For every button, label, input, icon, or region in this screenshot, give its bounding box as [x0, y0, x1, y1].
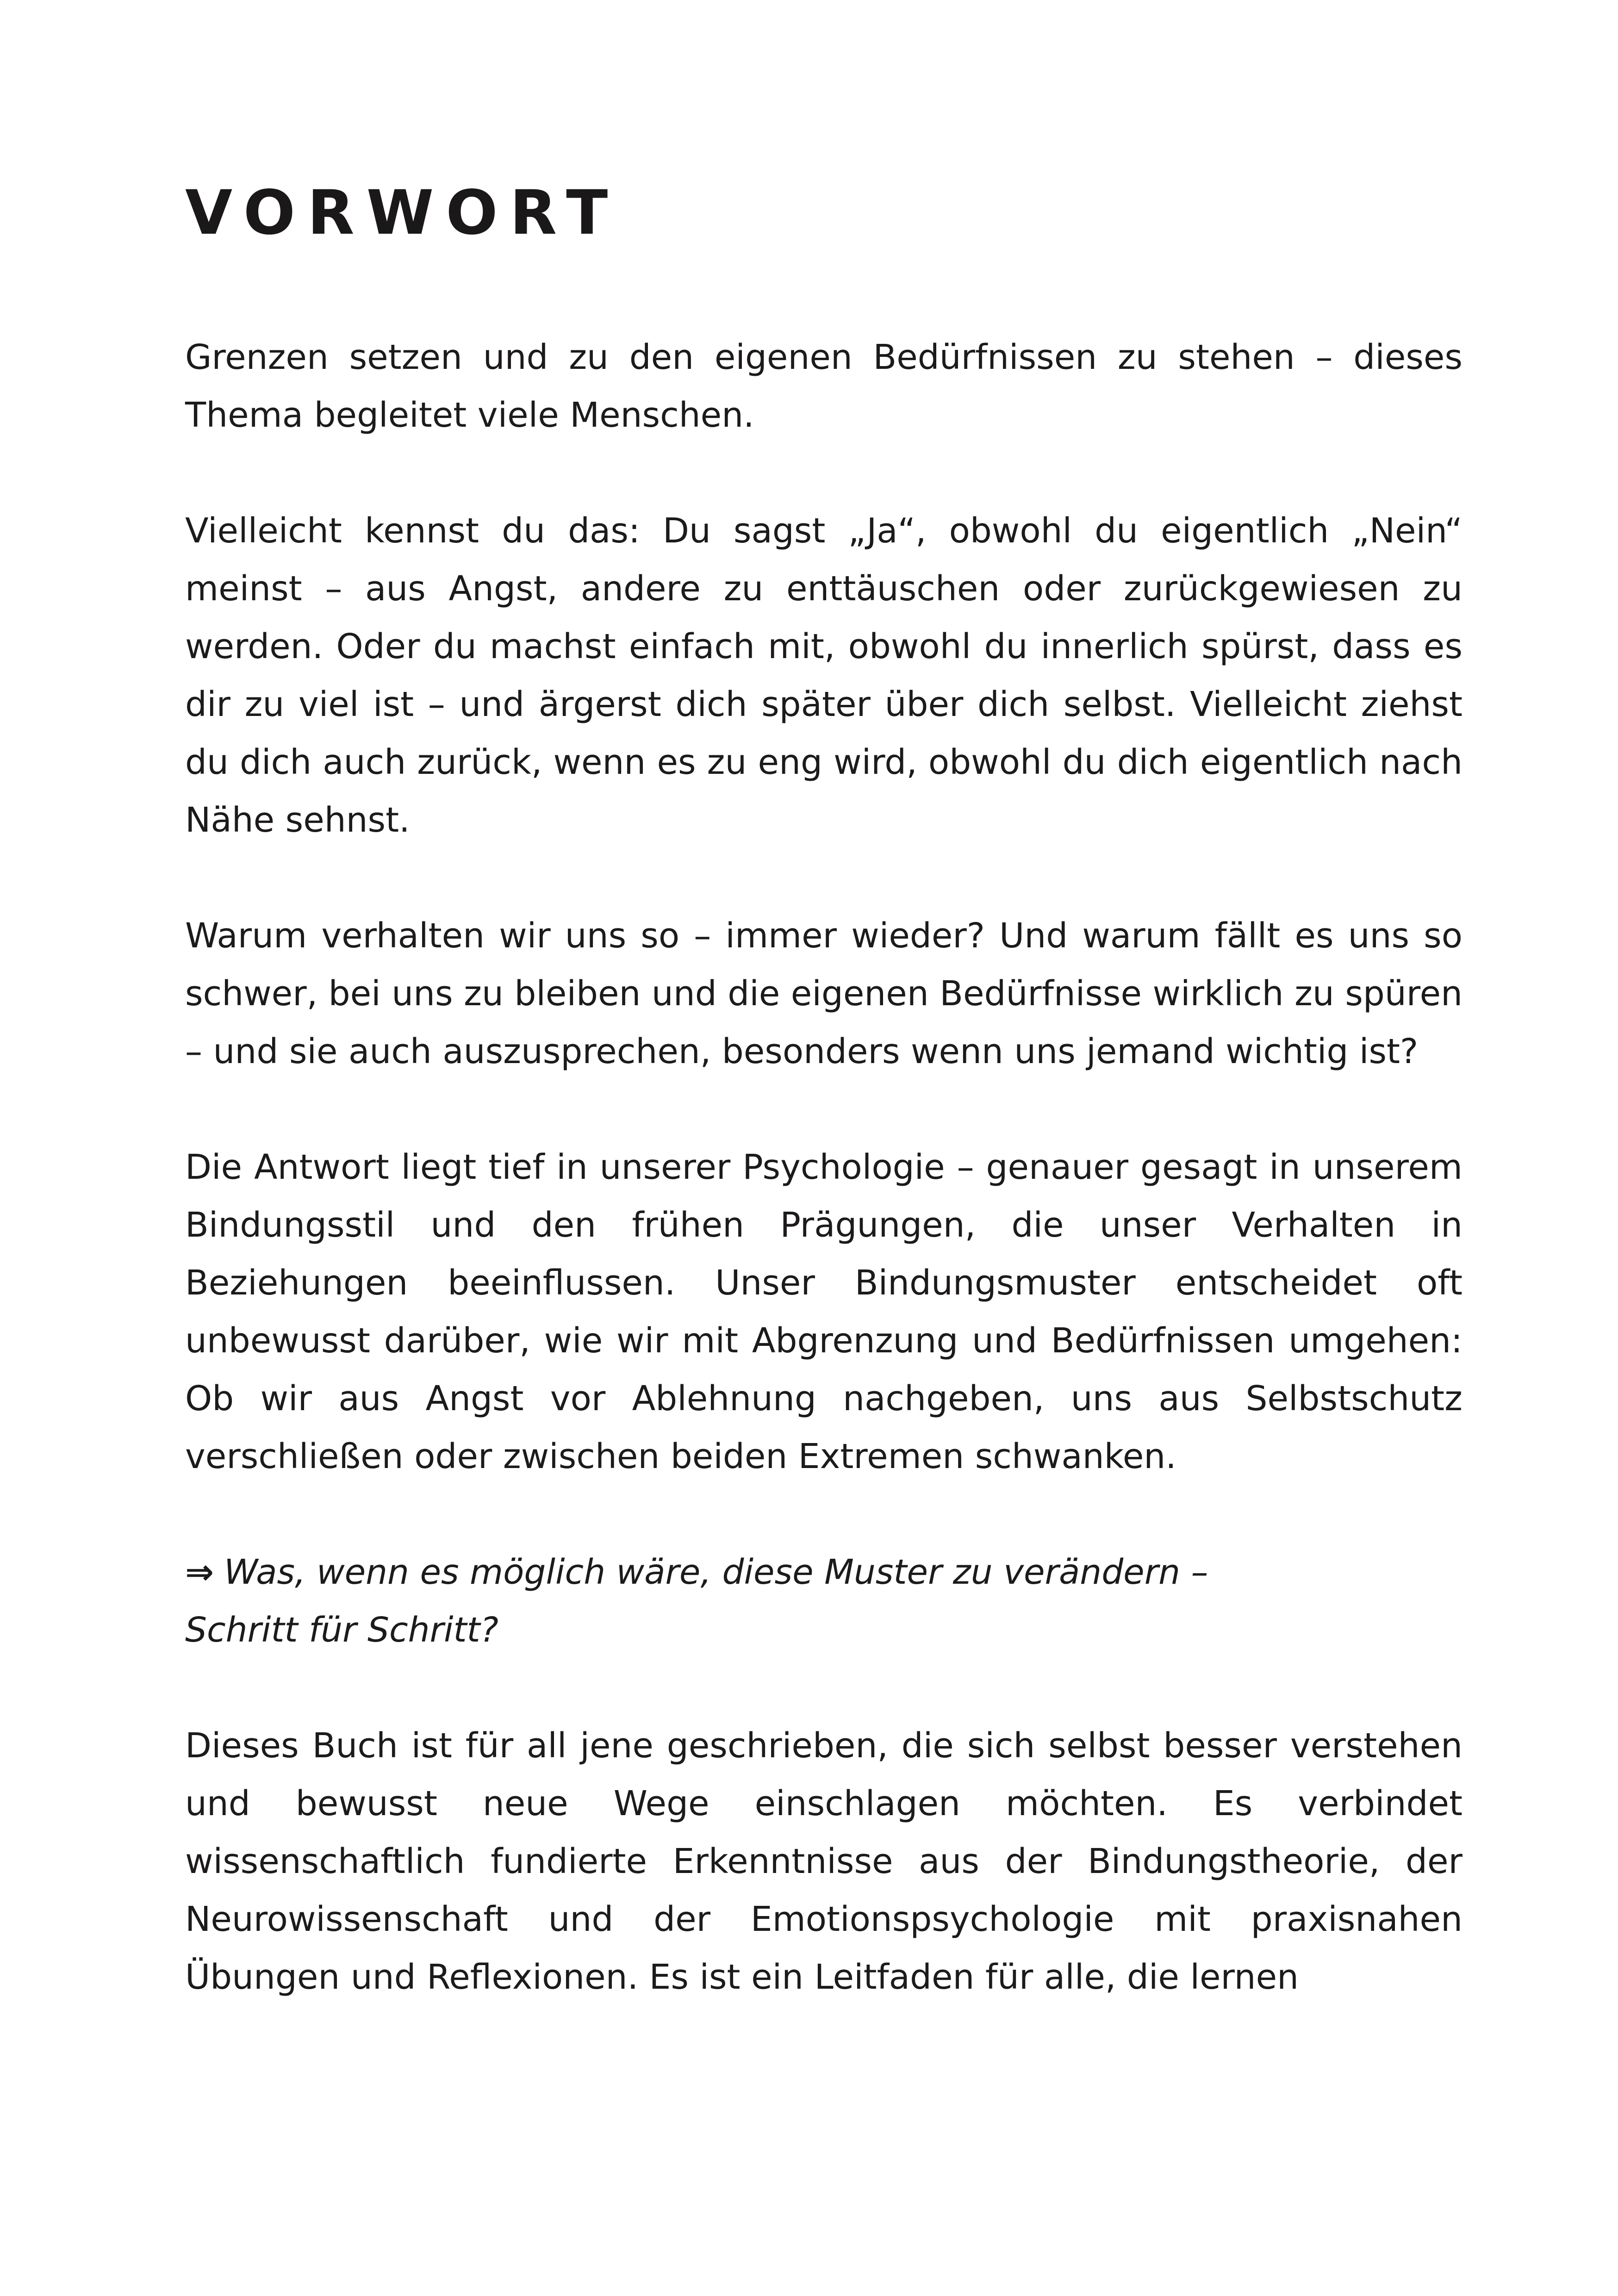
paragraph-example: Vielleicht kennst du das: Du sagst „Ja“, obwohl du eigentlich „Nein“ meinst – aus Angst, andere zu enttäuschen oder zurückgewiesen zu werden. Oder du machst einfach mit, obwohl du innerlich spürst, dass es dir zu viel ist – und ärgerst dich später über dich selbst. Vielleicht ziehst du dich auch zurück, wenn es zu eng wird, obwohl du dich eigentlich nach Nähe sehnst. — [185, 511, 1462, 840]
arrow-right-icon: ⇒ — [185, 1552, 214, 1592]
paragraph-question: Warum verhalten wir uns so – immer wieder? Und warum fällt es uns so schwer, bei uns zu bleiben und die eigenen Bedürfnisse wirklich zu spüren – und sie auch auszusprechen, besonders wenn uns jemand wichtig ist? — [185, 916, 1463, 1071]
document-page — [185, 176, 1462, 2064]
paragraph-answer: Die Antwort liegt tief in unserer Psychologie – genauer gesagt in unserem Bindungsstil und den frühen Prägungen, die unser Verhalten in Beziehungen beeinflussen. Unser Bindungsmuster entscheidet oft unbewusst darüber, wie wir mit Abgrenzung und Bedürfnissen umgehen: Ob wir aus Angst vor Ablehnung nachgeben, uns aus Selbstschutz verschließen oder zwischen beiden Extremen schwanken. — [185, 1147, 1462, 1476]
callout-line-2: Schritt für Schritt? — [185, 1610, 498, 1650]
paragraph-intro: Grenzen setzen und zu den eigenen Bedürfnissen zu stehen – dieses Thema begleitet viele Menschen. — [185, 337, 1462, 435]
callout-line-1: Was, wenn es möglich wäre, diese Muster zu verändern – — [224, 1552, 1208, 1592]
paragraph-book-purpose: Dieses Buch ist für all jene geschrieben, die sich selbst besser verstehen und bewusst neue Wege einschlagen möchten. Es verbindet wissenschaftlich fundierte Erkenntnisse aus der Bindungstheorie, der Neurowissenschaft und der Emotionspsychologie mit praxisnahen Übungen und Reflexionen. Es ist ein Leitfaden für alle, die lernen — [185, 1726, 1462, 1997]
page-title: VORWORT — [185, 177, 620, 249]
callout-question — [185, 1543, 1462, 1659]
